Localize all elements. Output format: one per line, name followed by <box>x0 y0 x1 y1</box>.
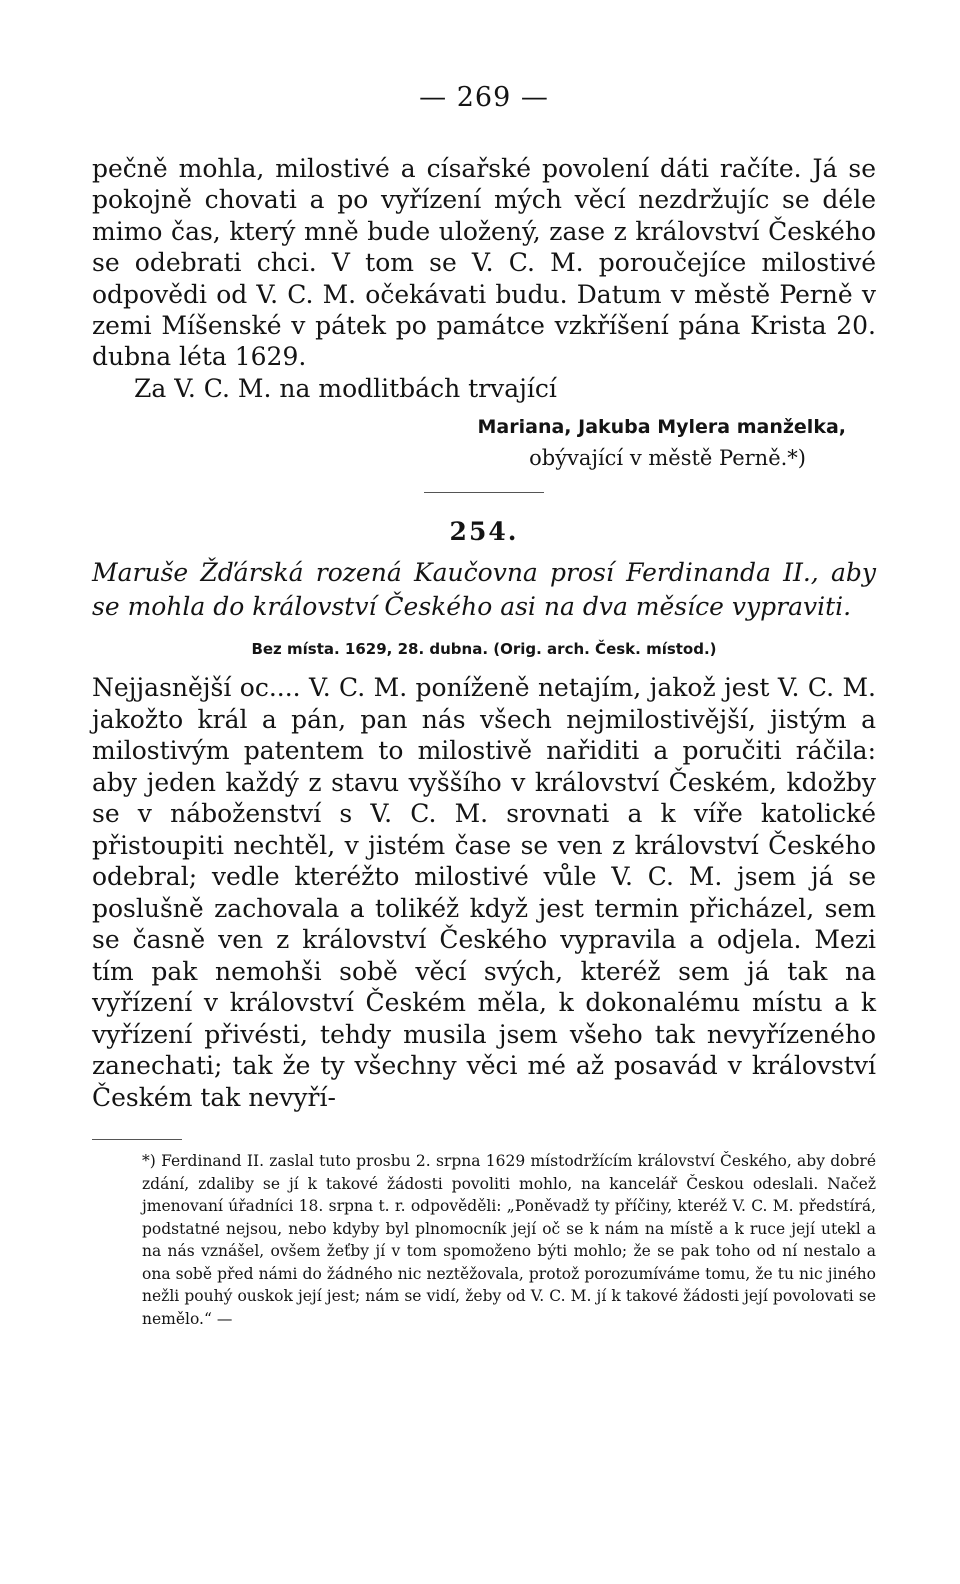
page-number: — 269 — <box>419 82 549 113</box>
footnote-divider <box>92 1139 182 1140</box>
letter-closing: Za V. C. M. na modlitbách trvající <box>134 373 557 403</box>
document-number: 254. <box>449 517 519 547</box>
letter-continuation <box>92 153 876 373</box>
document-source: Bez místa. 1629, 28. dubna. (Orig. arch. Česk. místod.) <box>251 640 717 659</box>
section-divider <box>424 492 544 493</box>
signature-name: Mariana, Jakuba Mylera manželka, <box>477 416 846 439</box>
book-page <box>92 82 876 1330</box>
letter-signature <box>92 412 876 474</box>
letter-text: pečně mohla, milostivé a císařské povolení dáti račíte. Já se pokojně chovati a po vyřízení mých věcí nezdržujíc se déle mimo čas, který mně bude uložený, zase z království Českého se odebrati chci. V tom se V. C. M. poroučejíce milostivé odpovědi od V. C. M. očekávati budu. Datum v městě Perně v zemi Míšenské v pátek po památce vzkříšení pána Krista 20. dubna léta 1629. <box>92 154 876 372</box>
document-body <box>92 672 876 1113</box>
document-body-text: Nejjasnější oc.... V. C. M. poníženě netajím, jakož jest V. C. M. jakožto král a pán, pan nás všech nejmilostivější, jistým a milostivým patentem to milostivě nařiditi a poručiti ráčila: aby jeden každý z stavu vyššího v království Českém, kdožby se v náboženství s V. C. M. srovnati a k víře katolické přistoupiti nechtěl, v jistém čase se ven z království Českého odebral; vedle kteréžto milostivé vůle V. C. M. jsem já se poslušně zachovala a tolikéž když jest termin přicházel, sem se časně ven z království Českého vypravila a odjela. Mezi tím pak nemohši sobě věcí svých, kteréž sem já tak na vyřízení v království Českém měla, k dokonalému místu a k vyřízení přivésti, tehdy musila jsem všeho tak nevyřízeného zanechati; tak že ty všechny věci mé až posavád v království Českém tak nevyří- <box>92 673 876 1112</box>
signature-address: obývající v městě Perně.*) <box>529 446 806 471</box>
document-title: Maruše Žďárská rozená Kaučovna prosí Ferdinanda II., aby se mohla do království Českého asi na dva měsíce vypraviti. <box>92 558 876 622</box>
footnote: *) Ferdinand II. zaslal tuto prosbu 2. srpna 1629 místodržícím království Českého, aby dobré zdání, zdaliby se jí k takové žádosti povoliti mohlo, na kancelář Českou odeslali. Načež jmenovaní úřadníci 18. srpna t. r. odpověděli: „Poněvadž ty příčiny, kteréž V. C. M. předstírá, podstatné nejsou, nebo kdyby byl plnomocník její oč se k nám na místě a k ruce její utekl a na nás vznášel, ovšem žeťby jí v tom spomoženo býti mohlo; že se pak toho od ní nestalo a ona sobě před námi do žádného nic neztěžovala, protož porozumíváme tomu, že tu nic jiného nežli pouhý ouskok její jest; nám se vidí, žeby od V. C. M. jí k takové žádosti její povolovati se nemělo.“ — <box>142 1152 876 1328</box>
